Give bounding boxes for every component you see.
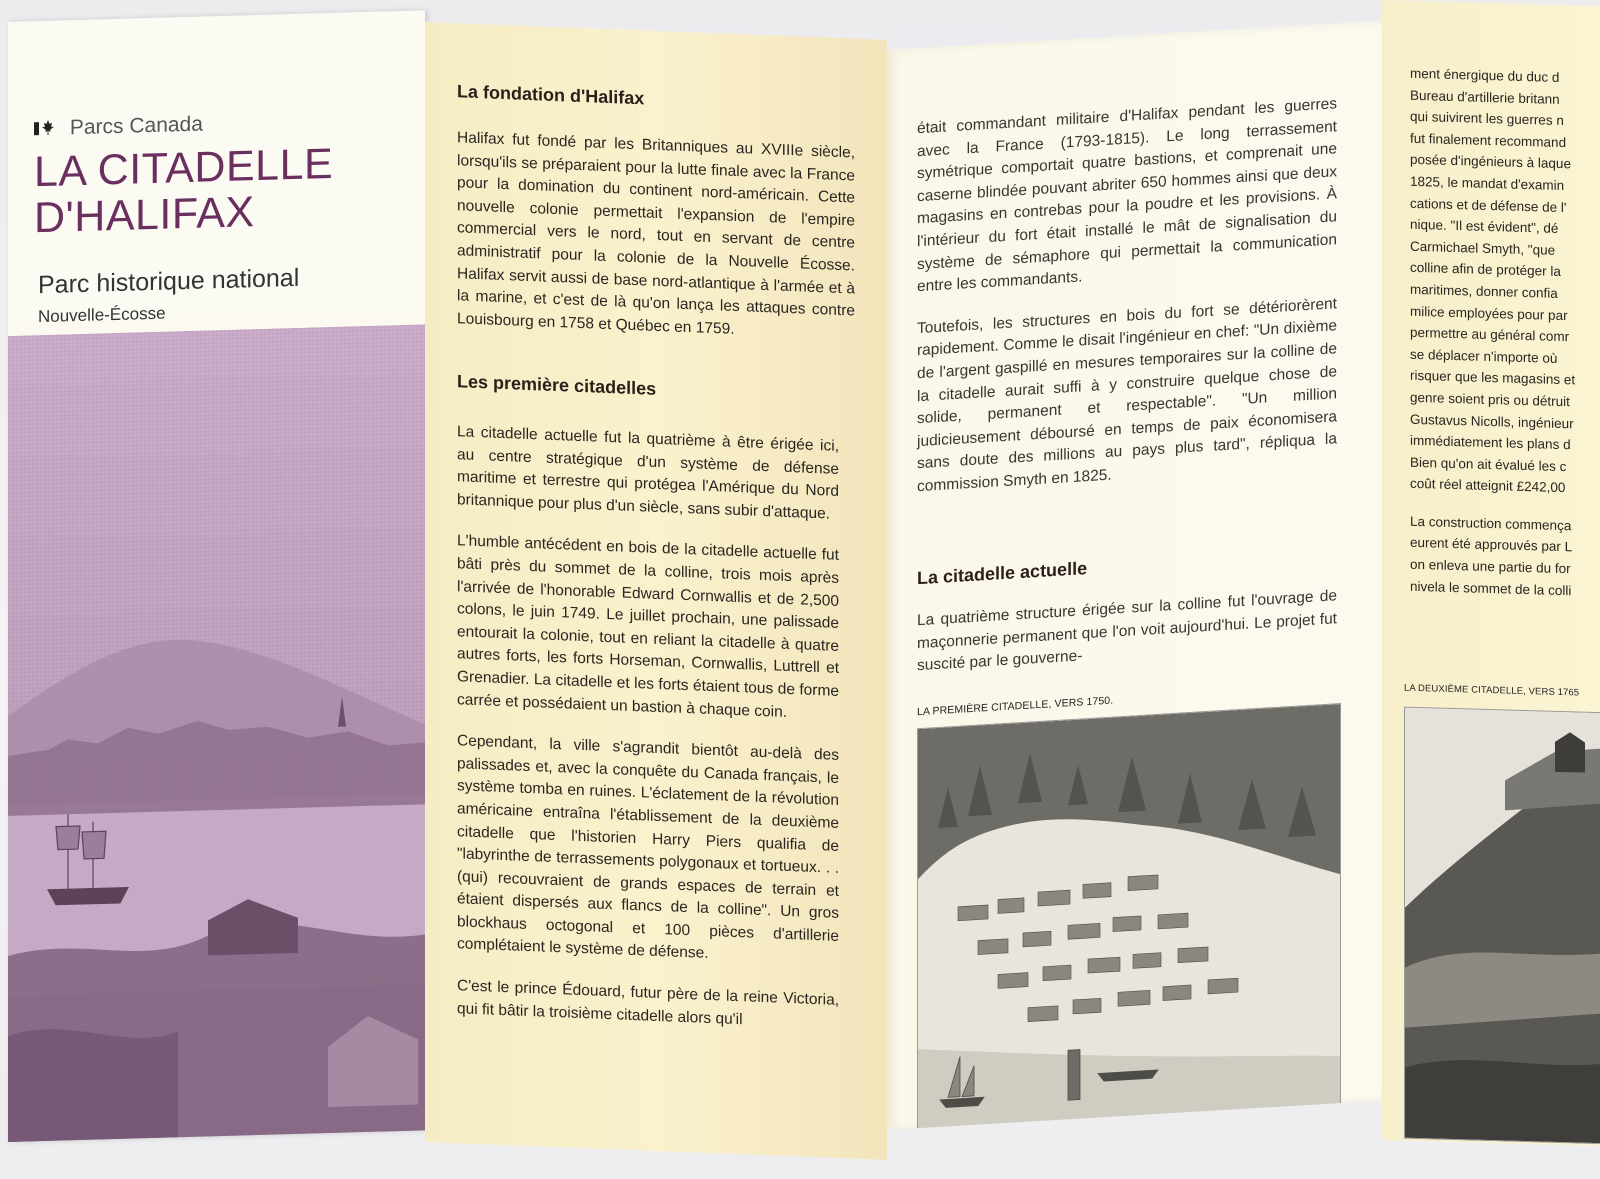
brand-label: Parcs Canada <box>69 112 203 140</box>
text-line: Carmichael Smyth, "que <box>1410 238 1556 258</box>
province: Nouvelle-Écosse <box>38 303 166 327</box>
text-line: Bureau d'artillerie britann <box>1410 87 1560 107</box>
title-line-2: D'HALIFAX <box>34 188 255 243</box>
page-title <box>34 141 333 241</box>
text-line: on enleva une partie du for <box>1410 556 1571 577</box>
panel3-text <box>917 93 1337 517</box>
paragraph: Toutefois, les structures en bois du fort se détériorèrent rapidement. Comme le disait l'ingénieur en chef: "Un dixième de l'argent gaspillé en mesures temporaires sur la colline de la citadelle aurait suffi à y construire quelque chose de solide, permanent et respectable". "Un million judicieusement déboursé en temps de paix économisera sans doute des millions au pays plus tard", répliqua la commission Smyth en 1825. <box>917 295 1337 496</box>
brand <box>34 113 203 142</box>
text-line: Bien qu'on ait évalué les c <box>1410 454 1567 474</box>
caption-deuxieme: LA DEUXIÈME CITADELLE, VERS 1765 <box>1404 682 1580 699</box>
text-line: maritimes, donner confia <box>1410 281 1558 301</box>
subtitle: Parc historique national <box>38 263 300 300</box>
text-line: permettre au général comr <box>1410 324 1570 345</box>
title-line-1: LA CITADELLE <box>34 139 334 197</box>
text-line: milice employées pour par <box>1410 303 1568 323</box>
text-line: fut finalement recommand <box>1410 130 1567 150</box>
text-line: cations et de défense de l' <box>1410 195 1567 215</box>
text-line: colline afin de protéger la <box>1410 260 1561 280</box>
text-line: genre soient pris ou détruit <box>1410 389 1570 410</box>
heading-fondation: La fondation d'Halifax <box>457 81 645 109</box>
second-citadel-illustration <box>1404 707 1600 1145</box>
paragraph: Halifax fut fondé par les Britanniques au XVIIIe siècle, lorsqu'ils se préparaient pour la lutte finale avec la France pour la domination du continent nord-américain. Cette nouvelle colonie permettait l'expansion de l'empire commercial vers le nord, tout en servant de centre administratif pour la colonie de la Nouvelle Écosse. Halifax servit aussi de base nord-atlantique à l'armée et à la marine, et c'est de là qu'on lança les attaques contre Louisbourg en 1758 et Québec en 1759. <box>457 129 855 338</box>
heading-premieres: Les première citadelles <box>457 371 657 399</box>
panel-4 <box>1382 0 1600 1146</box>
text-line: nique. "Il est évident", dé <box>1410 216 1559 237</box>
paragraph: C'est le prince Édouard, futur père de la reine Victoria, qui fit bâtir la troisième citadelle alors qu'il <box>457 977 839 1028</box>
first-citadel-illustration <box>917 703 1341 1130</box>
text-line: se déplacer n'importe où <box>1410 346 1558 366</box>
text-line: nivela le sommet de la colli <box>1410 578 1572 598</box>
canada-flag-icon <box>34 119 56 138</box>
text-line: eurent été approuvés par L <box>1410 535 1573 555</box>
text-line: 1825, le mandat d'examin <box>1410 173 1565 194</box>
cover-header <box>8 10 425 327</box>
text-line: qui suivirent les guerres n <box>1410 108 1564 129</box>
text-line: La construction commença <box>1410 513 1572 534</box>
paragraph: L'humble antécédent en bois de la citadelle actuelle fut bâti près du sommet de la colline, trois mois après l'arrivée de l'honorable Edward Cornwallis et de 2,500 colons, le juin 1749. Le juillet prochain, une palissade entourait la colonie, tout en reliant la citadelle à quatre autres forts, les forts Horseman, Cornwallis, Luttrell et Grenadier. La citadelle et les forts étaient tous de forme carrée et possédaient un bastion à chaque coin. <box>457 532 839 721</box>
panel-3 <box>887 21 1382 1130</box>
text-line: Gustavus Nicolls, ingénieur <box>1410 411 1574 431</box>
text-line: immédiatement les plans d <box>1410 432 1571 453</box>
cover-panel <box>8 10 425 1142</box>
text-line: posée d'ingénieurs à laque <box>1410 152 1571 172</box>
cover-engraving-image <box>8 324 425 1142</box>
paragraph: La citadelle actuelle fut la quatrième à être érigée ici, au centre stratégique d'un système de défense maritime et terrestre qui protégea l'Amérique du Nord britannique pour plus d'un siècle, sans subir d'attaque. <box>457 423 839 523</box>
panel-2 <box>425 22 887 1160</box>
panel2-text-2 <box>457 421 839 1054</box>
paragraph: était commandant militaire d'Halifax pendant les guerres avec la France (1793-1815). Le long terrassement symétrique comportait quatre bastions, et comprenait une caserne blindée pouvant abriter 650 hommes ainsi que deux magasins en contrebas pour la poudre et les provisions. À l'intérieur du fort était installé le mât de signalisation du système de sémaphore qui permettait la communication entre les commandants. <box>917 95 1337 296</box>
panel3-text-2 <box>917 585 1337 697</box>
text-line: ment énergique du duc d <box>1410 65 1560 85</box>
caption-premiere: LA PREMIÈRE CITADELLE, VERS 1750. <box>917 694 1114 719</box>
text-line: coût réel atteignit £242,00 <box>1410 476 1566 496</box>
paragraph: Cependant, la ville s'agrandit bientôt au-delà des palissades et, avec la conquête du Canada français, le système tomba en ruines. L'éclatement de la révolution américaine entraîna l'établissement de la deuxième citadelle que l'historien Harry Piers qualifia de "labyrinthe de terrassements polygonaux et tortueux. . . (qui) recouvraient de grands espaces de terrain et étaient dispersés aux flancs de la colline". Un gros blockhaus octogonal et 100 pièces d'artillerie complétaient le système de défense. <box>457 732 839 963</box>
panel2-text <box>457 127 855 365</box>
heading-actuelle: La citadelle actuelle <box>917 558 1088 589</box>
panel4-text <box>1410 63 1600 603</box>
paragraph: La quatrième structure érigée sur la colline fut l'ouvrage de maçonnerie permanent que l'on voit aujourd'hui. Le projet fut suscité par le gouverne- <box>917 587 1337 675</box>
text-line: risquer que les magasins et <box>1410 368 1576 388</box>
